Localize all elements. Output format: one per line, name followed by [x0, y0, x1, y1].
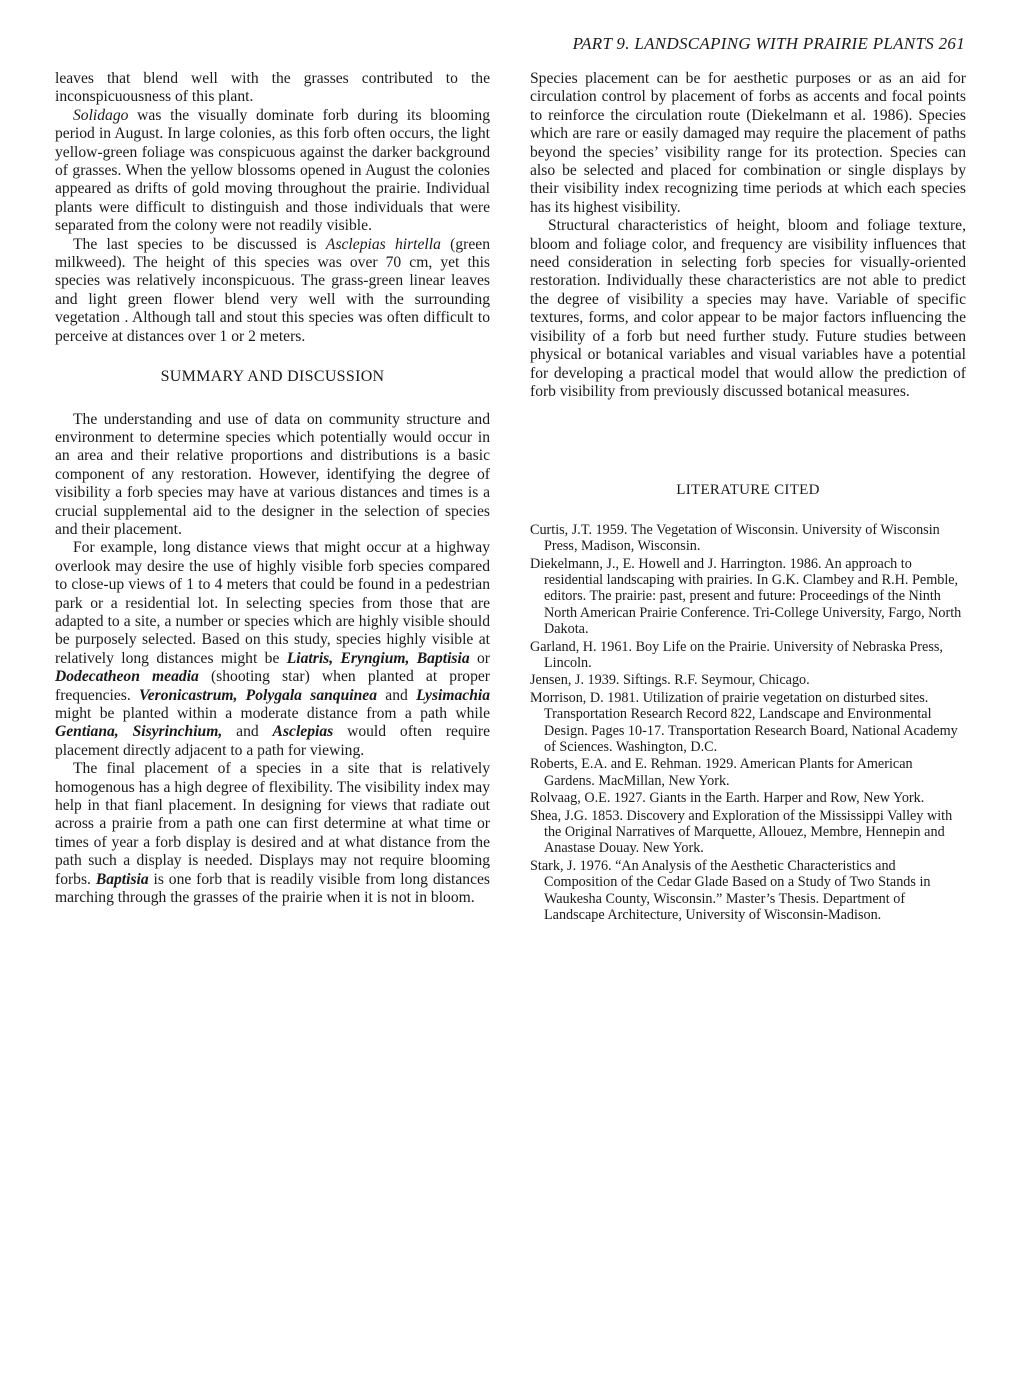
- paragraph-continuation: leaves that blend well with the grasses contributed to the inconspicuousness of this plant.: [55, 70, 490, 106]
- reference-item: Rolvaag, O.E. 1927. Giants in the Earth. Harper and Row, New York.: [530, 790, 925, 807]
- species-name: Gentiana, Sisyrinchium,: [55, 723, 223, 741]
- species-name: Veronicastrum, Polygala sanquinea: [139, 686, 377, 704]
- reference-item: Garland, H. 1961. Boy Life on the Prairie. University of Nebraska Press, Lincoln.: [530, 638, 943, 671]
- reference-item: Morrison, D. 1981. Utilization of prairie vegetation on disturbed sites. Transportation Research Record 822, Landscape and Environmental Design. Pages 10-17. Transportation Research Board, National Academy of Sciences. Washington, D.C.: [530, 689, 958, 755]
- species-name: Baptisia: [95, 870, 149, 888]
- section-heading-literature: LITERATURE CITED: [676, 482, 820, 499]
- species-name: Asclepias hirtella: [325, 235, 441, 253]
- species-name: Lysimachia: [416, 686, 490, 704]
- paragraph-asclepias: The last species to be discussed is Asclepias hirtella (green milkweed). The height of this species was over 70 cm, yet this species was relatively inconspicuous. The grass-green linear leaves and light green flower blend very well with the surrounding vegetation . Although tall and stout this species was often difficult to perceive at distances over 1 or 2 meters.: [55, 235, 490, 345]
- reference-item: Curtis, J.T. 1959. The Vegetation of Wisconsin. University of Wisconsin Press, Madison, Wisconsin.: [530, 521, 940, 555]
- paragraph-species-placement: Species placement can be for aesthetic purposes or as an aid for circulation control by placement of forbs as accents and focal points to reinforce the circulation route (Diekelmann et al. 1986). Species which are rare or easily damaged may require the placement of paths beyond the species’ visibility range for its protection. Species can also be selected and placed for combination or single displays by their visibility index recognizing time periods at which each species has its highest visibility.: [530, 70, 966, 216]
- section-heading-summary: SUMMARY AND DISCUSSION: [160, 368, 385, 386]
- species-name: Dodecatheon meadia: [55, 668, 199, 686]
- reference-item: Stark, J. 1976. “An Analysis of the Aesthetic Characteristics and Composition of the Cedar Glade Based on a Study of Two Stands in Waukesha County, Wisconsin.” Master’s Thesis. Department of Landscape Architecture, University of Wisconsin-Madison.: [530, 857, 931, 924]
- running-header: PART 9. LANDSCAPING WITH PRAIRIE PLANTS 261: [572, 34, 965, 53]
- paragraph-solidago: Solidago was the visually dominate forb during its blooming period in August. In large colonies, as this forb often occurs, the light yellow-green foliage was conspicuous against the darker background of grasses. When the yellow blossoms opened in August the colonies appeared as drifts of gold moving throughout the prairie. Individual plants were difficult to distinguish and those individuals that were separated from the colony were not readily visible.: [55, 106, 490, 235]
- paragraph-example: For example, long distance views that might occur at a highway overlook may desire the use of highly visible forb species compared to close-up views of 1 to 4 meters that could be found in a pedestrian park or a residential lot. In selecting species from those that are adapted to a site, a number or species which are highly visible should be purposely selected. Based on this study, species highly visible at relatively long distances might be Liatris, Eryngium, Baptisia or Dodecatheon meadia (shooting star) when planted at proper frequencies. Veronicastrum, Polygala sanquinea and Lysimachia might be planted within a moderate distance from a path while Gentiana, Sisyrinchium, and Asclepias would often require placement directly adjacent to a path for viewing.: [55, 539, 491, 759]
- reference-list: [530, 522, 966, 924]
- species-name: Liatris, Eryngium, Baptisia: [286, 649, 470, 667]
- reference-item: Jensen, J. 1939. Siftings. R.F. Seymour, Chicago.: [530, 672, 810, 689]
- right-column: [530, 70, 966, 924]
- paragraph-summary: The understanding and use of data on community structure and environment to determine species which potentially would occur in an area and their relative proportions and distributions is a basic component of any restoration. However, identifying the degree of visibility a forb species may have at various distances and times is a crucial supplemental aid to the designer in the selection of species and their placement.: [55, 410, 490, 538]
- reference-item: Diekelmann, J., E. Howell and J. Harrington. 1986. An approach to residential landscaping with prairies. In G.K. Clambey and R.H. Pemble, editors. The prairie: past, present and future: Proceedings of the Ninth North American Prairie Conference. Tri-College University, Fargo, North Dakota.: [530, 555, 962, 638]
- left-column: [55, 70, 490, 907]
- paragraph-final-placement: The final placement of a species in a site that is relatively homogenous has a high degree of flexibility. The visibility index may help in that fianl placement. In designing for views that radiate out across a prairie from a path one can first determine at what time or times of year a forb display is desired and at what distance from the path such a display is needed. Displays may not require blooming forbs. Baptisia is one forb that is readily visible from long distances marching through the grasses of the prairie when it is not in bloom.: [55, 760, 490, 907]
- reference-item: Shea, J.G. 1853. Discovery and Exploration of the Mississippi Valley with the Original Narratives of Marquette, Allouez, Membre, Hennepin and Anastase Douay. New York.: [530, 807, 953, 857]
- species-name: Asclepias: [272, 723, 334, 741]
- reference-item: Roberts, E.A. and E. Rehman. 1929. American Plants for American Gardens. MacMillan, New York.: [530, 756, 913, 789]
- species-name: Solidago: [73, 106, 129, 124]
- paragraph-structural-characteristics: Structural characteristics of height, bloom and foliage texture, bloom and foliage color, and frequency are visibility influences that need consideration in selecting forb species for visually-oriented restoration. Individually these characteristics are not able to predict the degree of visibility a species may have. Variable of specific textures, forms, and color appear to be major factors influencing the visibility of a forb but need further study. Future studies between physical or botanical variables and visual variables have a potential for developing a practical model that would allow the prediction of forb visibility from previously discussed botanical measures.: [530, 217, 966, 400]
